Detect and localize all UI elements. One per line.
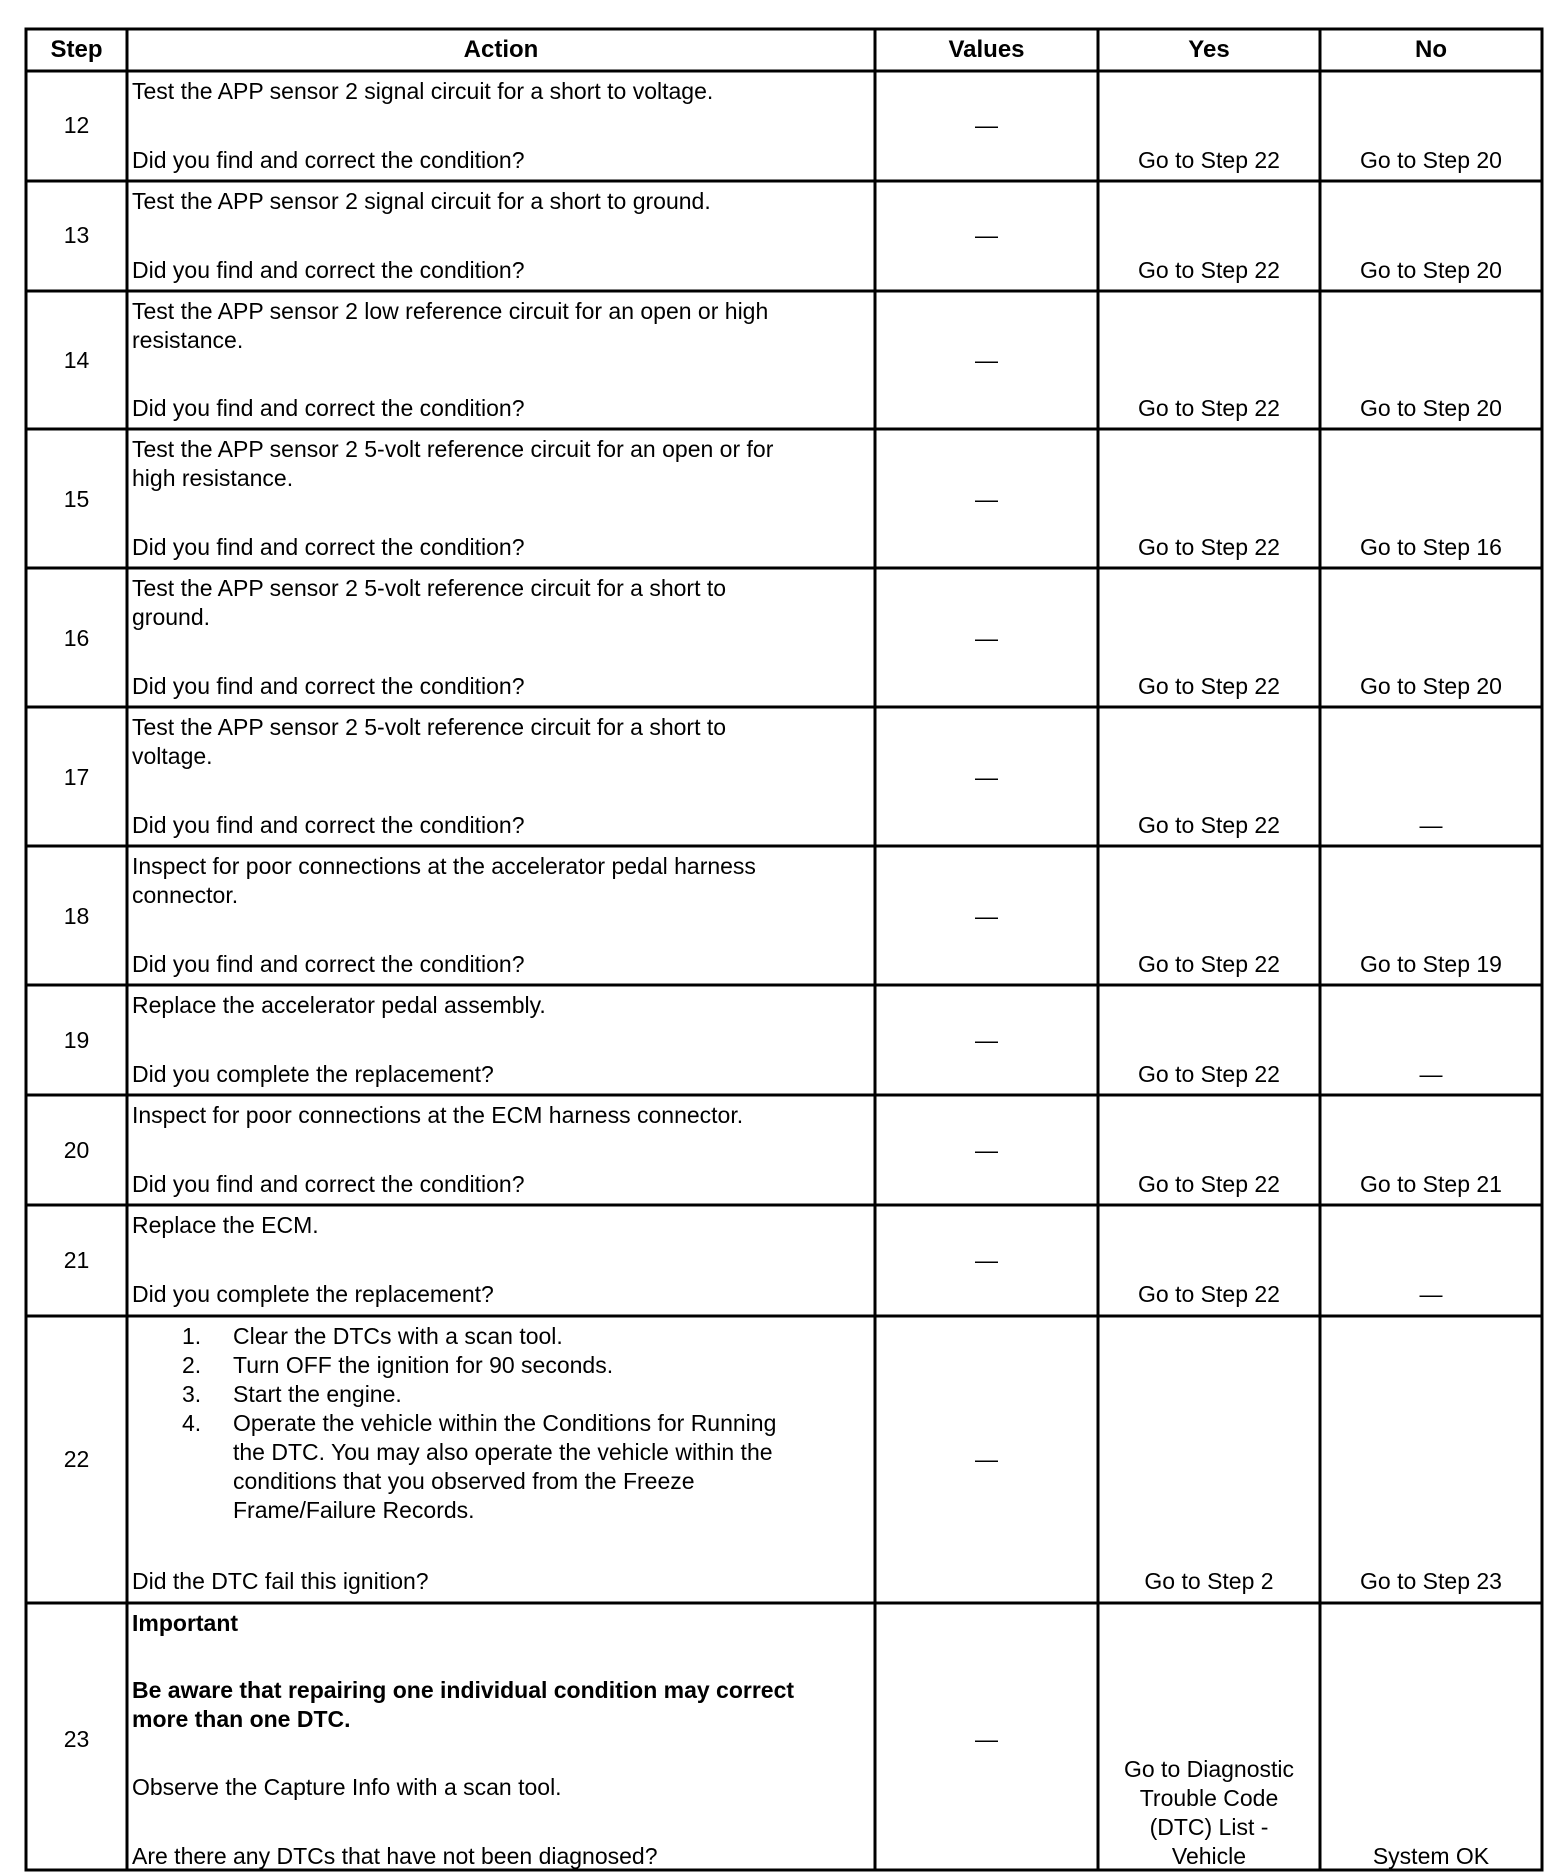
important-heading: Important [132,1610,239,1636]
action-question: Did you find and correct the condition? [132,812,525,838]
no-cell: Go to Step 21 [1360,1171,1502,1197]
list-item-text: conditions that you observed from the Freeze [233,1468,695,1494]
no-cell: Go to Step 20 [1360,257,1502,283]
value-cell: — [975,222,998,248]
list-item-number: 3. [182,1381,202,1407]
step-number: 14 [63,347,90,373]
list-item-text: the DTC. You may also operate the vehicle within the [233,1439,773,1465]
value-cell: — [975,1726,998,1752]
action-text-line1: Test the APP sensor 2 5-volt reference circuit for an open or for [132,436,774,462]
action-text-line1: Inspect for poor connections at the accelerator pedal harness [132,853,756,879]
step-number: 19 [63,1027,90,1053]
action-text-line2: voltage. [132,743,213,769]
action-text: Observe the Capture Info with a scan tool. [132,1774,562,1800]
no-cell: Go to Step 19 [1360,951,1502,977]
action-question: Did you complete the replacement? [132,1061,494,1087]
important-warning-line1: Be aware that repairing one individual condition may correct [132,1677,795,1703]
yes-cell: Go to Step 22 [1138,395,1280,421]
action-text-line2: resistance. [132,327,244,353]
yes-cell: Go to Step 22 [1138,1281,1280,1307]
no-cell: Go to Step 16 [1360,534,1502,560]
step-number: 23 [63,1726,90,1752]
list-item [132,1351,872,1380]
yes-cell-line: Vehicle [1171,1843,1247,1869]
yes-cell-line: (DTC) List - [1149,1814,1269,1840]
action-question: Did the DTC fail this ignition? [132,1568,429,1594]
step-number: 17 [63,764,90,790]
action-text: Inspect for poor connections at the ECM harness connector. [132,1102,744,1128]
list-item [132,1409,872,1525]
yes-cell: Go to Step 22 [1138,951,1280,977]
action-text: Test the APP sensor 2 signal circuit for a short to voltage. [132,78,714,104]
yes-cell-line: Go to Diagnostic [1123,1756,1295,1782]
action-text: Replace the accelerator pedal assembly. [132,992,546,1018]
header-action: Action [463,36,539,63]
action-question: Did you find and correct the condition? [132,147,525,173]
header-yes: Yes [1188,36,1230,63]
no-cell: System OK [1372,1843,1490,1869]
value-cell: — [975,903,998,929]
value-cell: — [975,625,998,651]
yes-cell [1098,1755,1320,1871]
action-text-line1: Test the APP sensor 2 5-volt reference circuit for a short to [132,714,727,740]
numbered-list [132,1322,872,1525]
value-cell: — [975,764,998,790]
step-number: 22 [63,1446,90,1472]
yes-cell: Go to Step 22 [1138,147,1280,173]
action-text-line2: high resistance. [132,465,294,491]
action-steps-list [132,1322,872,1525]
yes-cell: Go to Step 22 [1138,1171,1280,1197]
action-question: Did you find and correct the condition? [132,395,525,421]
list-item-text: Clear the DTCs with a scan tool. [233,1323,563,1349]
step-number: 21 [63,1247,90,1273]
important-warning-line2: more than one DTC. [132,1706,351,1732]
action-text: Replace the ECM. [132,1212,319,1238]
value-cell: — [975,1247,998,1273]
step-number: 18 [63,903,90,929]
value-cell: — [975,1137,998,1163]
action-text: Test the APP sensor 2 signal circuit for a short to ground. [132,188,711,214]
yes-cell: Go to Step 22 [1138,812,1280,838]
action-text-line2: connector. [132,882,239,908]
value-cell: — [975,486,998,512]
value-cell: — [975,347,998,373]
value-cell: — [975,112,998,138]
no-cell: Go to Step 20 [1360,147,1502,173]
yes-cell: Go to Step 22 [1138,534,1280,560]
list-item-text: Frame/Failure Records. [233,1497,475,1523]
step-number: 20 [63,1137,90,1163]
yes-cell: Go to Step 2 [1144,1568,1274,1594]
list-item-number: 4. [182,1410,202,1436]
list-item [132,1380,872,1409]
header-step: Step [50,36,103,63]
action-question: Did you find and correct the condition? [132,951,525,977]
action-question: Did you find and correct the condition? [132,1171,525,1197]
no-cell: Go to Step 23 [1360,1568,1502,1594]
no-cell: — [1419,1061,1443,1087]
action-question: Did you find and correct the condition? [132,257,525,283]
step-number: 16 [63,625,90,651]
list-item-text: Turn OFF the ignition for 90 seconds. [233,1352,614,1378]
action-text-line1: Test the APP sensor 2 low reference circuit for an open or high [132,298,769,324]
yes-cell: Go to Step 22 [1138,673,1280,699]
header-values: Values [948,36,1025,63]
action-question: Did you find and correct the condition? [132,673,525,699]
list-item [132,1322,872,1351]
list-item-text: Start the engine. [233,1381,402,1407]
no-cell: Go to Step 20 [1360,395,1502,421]
action-text-line2: ground. [132,604,211,630]
yes-cell: Go to Step 22 [1138,257,1280,283]
yes-cell: Go to Step 22 [1138,1061,1280,1087]
step-number: 15 [63,486,90,512]
value-cell: — [975,1446,998,1472]
list-item-number: 1. [182,1323,202,1349]
step-number: 13 [63,222,90,248]
action-question: Did you find and correct the condition? [132,534,525,560]
action-question: Are there any DTCs that have not been diagnosed? [132,1843,658,1869]
action-question: Did you complete the replacement? [132,1281,494,1307]
no-cell: — [1419,812,1443,838]
header-no: No [1415,36,1447,63]
action-text-line1: Test the APP sensor 2 5-volt reference circuit for a short to [132,575,727,601]
value-cell: — [975,1027,998,1053]
no-cell: — [1419,1281,1443,1307]
list-item-number: 2. [182,1352,202,1378]
list-item-text: Operate the vehicle within the Conditions for Running [233,1410,777,1436]
yes-cell-line: Trouble Code [1139,1785,1279,1811]
step-number: 12 [63,112,90,138]
no-cell: Go to Step 20 [1360,673,1502,699]
